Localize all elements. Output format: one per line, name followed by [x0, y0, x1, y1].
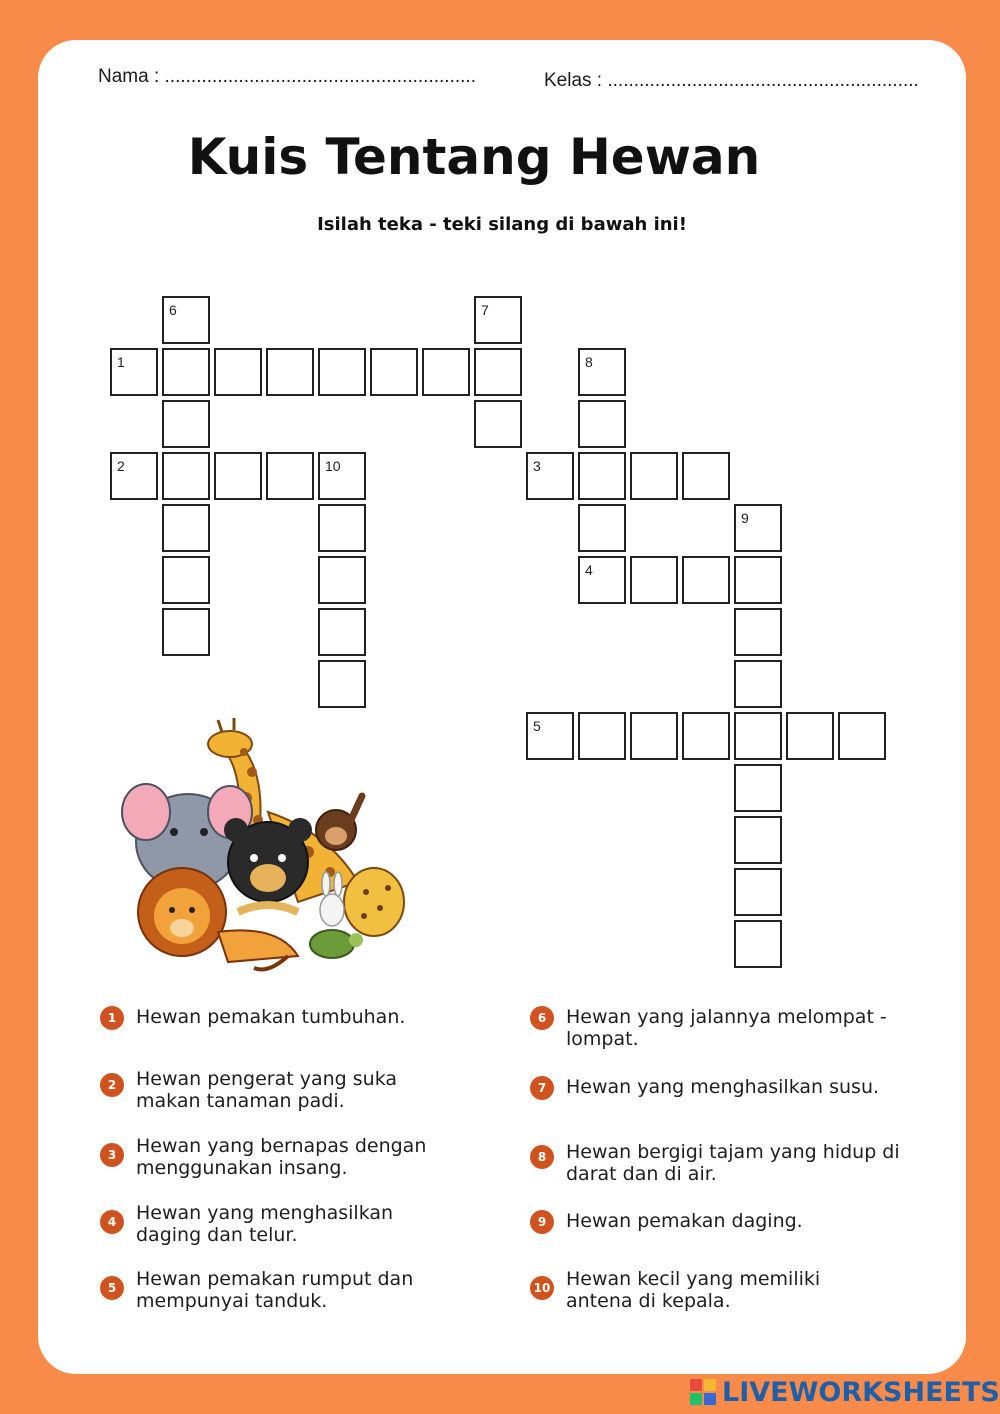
crossword-cell[interactable] [734, 816, 782, 864]
crossword-cell[interactable] [162, 556, 210, 604]
clue-number-badge: 5 [100, 1276, 124, 1300]
crossword-cell[interactable] [630, 452, 678, 500]
clue-text: Hewan kecil yang memiliki antena di kepala. [566, 1268, 821, 1312]
liveworksheets-logo [690, 1374, 1000, 1410]
crossword-cell[interactable] [734, 608, 782, 656]
crossword-cell[interactable] [734, 868, 782, 916]
crossword-cell[interactable] [578, 712, 626, 760]
cell-number: 7 [481, 302, 489, 318]
cell-number: 5 [533, 718, 541, 734]
class-field[interactable]: Kelas : ........................................................... [544, 70, 919, 91]
crossword-cell[interactable] [682, 556, 730, 604]
clue-2 [100, 1068, 420, 1112]
clue-8 [530, 1141, 910, 1185]
clue-3 [100, 1135, 460, 1179]
crossword-cell[interactable] [318, 504, 366, 552]
clue-6 [530, 1006, 910, 1050]
cell-number: 9 [741, 510, 749, 526]
clue-text: Hewan pemakan tumbuhan. [136, 1006, 406, 1028]
crossword-cell[interactable] [578, 348, 626, 396]
crossword-cell[interactable] [110, 452, 158, 500]
clue-text: Hewan bergigi tajam yang hidup di darat dan di air. [566, 1141, 900, 1185]
cell-number: 3 [533, 458, 541, 474]
clue-number-badge: 2 [100, 1073, 124, 1097]
crossword-cell[interactable] [630, 556, 678, 604]
cell-number: 2 [117, 458, 125, 474]
liveworksheets-icon [690, 1379, 716, 1405]
crossword-cell[interactable] [734, 920, 782, 968]
crossword-cell[interactable] [734, 504, 782, 552]
crossword-cell[interactable] [474, 348, 522, 396]
crossword-cell[interactable] [474, 400, 522, 448]
clue-number-badge: 7 [530, 1076, 554, 1100]
crossword-cell[interactable] [370, 348, 418, 396]
crossword-cell[interactable] [682, 712, 730, 760]
brand-name: LIVEWORKSHEETS [722, 1376, 1000, 1408]
crossword-cell[interactable] [526, 712, 574, 760]
crossword-cell[interactable] [110, 348, 158, 396]
cell-number: 10 [325, 458, 341, 474]
crossword-cell[interactable] [162, 400, 210, 448]
crossword-cell[interactable] [786, 712, 834, 760]
crossword-cell[interactable] [734, 556, 782, 604]
crossword-cell[interactable] [422, 348, 470, 396]
clue-number-badge: 8 [530, 1145, 554, 1169]
crossword-cell[interactable] [734, 660, 782, 708]
crossword-cell[interactable] [162, 452, 210, 500]
clue-text: Hewan yang menghasilkan daging dan telur. [136, 1202, 394, 1246]
clue-number-badge: 6 [530, 1006, 554, 1030]
crossword-cell[interactable] [162, 296, 210, 344]
instructions: Isilah teka - teki silang di bawah ini! [317, 214, 687, 235]
cell-number: 1 [117, 354, 125, 370]
crossword-cell[interactable] [162, 608, 210, 656]
clue-4 [100, 1202, 420, 1246]
crossword-cell[interactable] [214, 348, 262, 396]
crossword-cell[interactable] [578, 400, 626, 448]
name-field[interactable]: Nama : ........................................................... [98, 66, 476, 87]
clue-text: Hewan yang jalannya melompat - lompat. [566, 1006, 887, 1050]
crossword-cell[interactable] [526, 452, 574, 500]
clue-text: Hewan pemakan daging. [566, 1210, 803, 1232]
crossword-cell[interactable] [318, 660, 366, 708]
crossword-cell[interactable] [318, 452, 366, 500]
clue-9 [530, 1210, 910, 1234]
crossword-cell[interactable] [838, 712, 886, 760]
animals-illustration [118, 712, 418, 992]
crossword-cell[interactable] [318, 556, 366, 604]
crossword-cell[interactable] [162, 348, 210, 396]
crossword-cell[interactable] [318, 348, 366, 396]
crossword-cell[interactable] [474, 296, 522, 344]
crossword-cell[interactable] [734, 712, 782, 760]
clue-1 [100, 1006, 430, 1030]
crossword-cell[interactable] [578, 452, 626, 500]
crossword-cell[interactable] [318, 608, 366, 656]
crossword-cell[interactable] [734, 764, 782, 812]
page-title: Kuis Tentang Hewan [187, 128, 761, 186]
cell-number: 8 [585, 354, 593, 370]
clue-7 [530, 1076, 910, 1100]
clue-5 [100, 1268, 460, 1312]
cell-number: 4 [585, 562, 593, 578]
crossword-cell[interactable] [630, 712, 678, 760]
crossword-cell[interactable] [266, 348, 314, 396]
clue-text: Hewan yang menghasilkan susu. [566, 1076, 880, 1098]
crossword-cell[interactable] [266, 452, 314, 500]
clue-10 [530, 1268, 870, 1312]
clue-number-badge: 10 [530, 1276, 554, 1300]
crossword-cell[interactable] [578, 556, 626, 604]
cell-number: 6 [169, 302, 177, 318]
clue-number-badge: 1 [100, 1006, 124, 1030]
crossword-cell[interactable] [578, 504, 626, 552]
crossword-cell[interactable] [162, 504, 210, 552]
clue-number-badge: 4 [100, 1210, 124, 1234]
clue-number-badge: 3 [100, 1143, 124, 1167]
clue-text: Hewan yang bernapas dengan menggunakan insang. [136, 1135, 427, 1179]
crossword-cell[interactable] [682, 452, 730, 500]
clue-number-badge: 9 [530, 1210, 554, 1234]
crossword-cell[interactable] [214, 452, 262, 500]
clue-text: Hewan pemakan rumput dan mempunyai tanduk. [136, 1268, 414, 1312]
clue-text: Hewan pengerat yang suka makan tanaman padi. [136, 1068, 398, 1112]
